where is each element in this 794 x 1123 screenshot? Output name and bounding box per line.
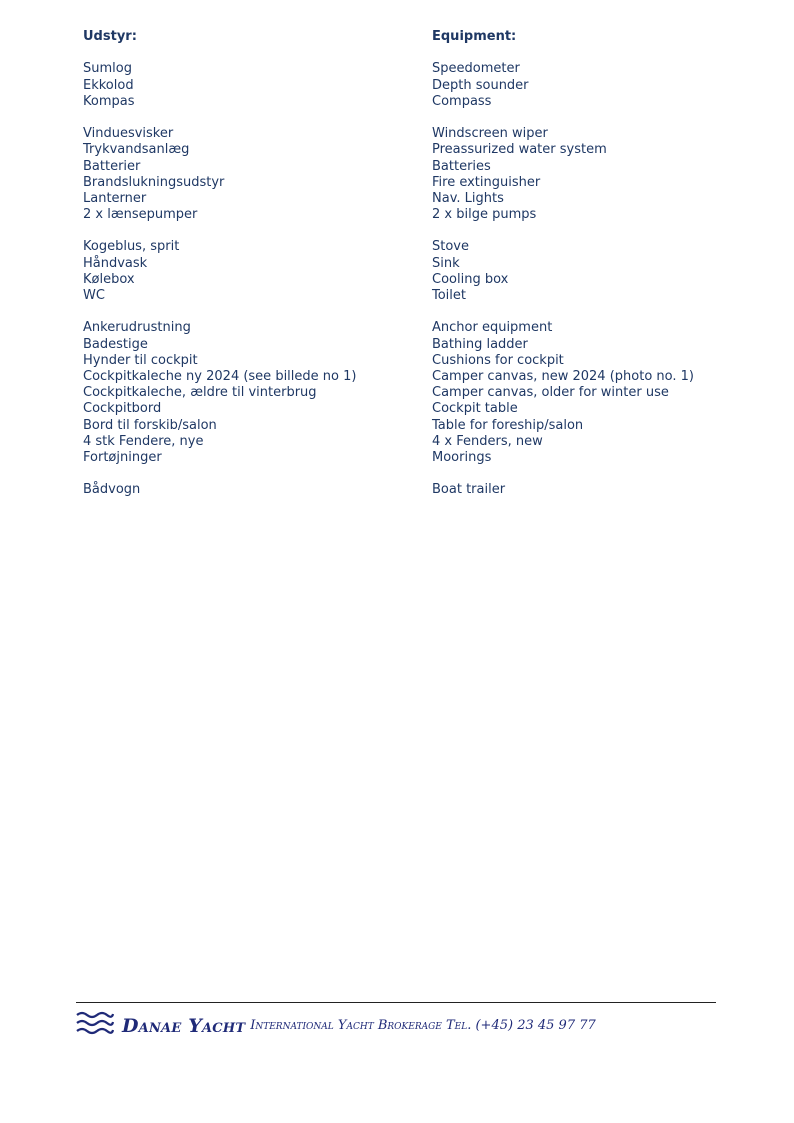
english-group-systems — [432, 126, 772, 223]
list-item: Table for foreship/salon — [432, 417, 584, 433]
list-item: Cockpit table — [432, 401, 518, 417]
list-item: Windscreen wiper — [432, 126, 548, 142]
danish-equipment-column — [83, 29, 423, 498]
list-item: Speedometer — [432, 61, 520, 77]
list-item: Sink — [432, 255, 460, 271]
english-group-trailer — [432, 482, 772, 498]
list-item: Fire extinguisher — [432, 174, 541, 190]
list-item: Håndvask — [83, 255, 148, 271]
english-group-galley — [432, 239, 772, 304]
list-item: Kogeblus, sprit — [83, 239, 180, 255]
list-item: Cooling box — [432, 271, 509, 287]
list-item: Cockpitkaleche ny 2024 (see billede no 1) — [83, 368, 357, 384]
list-item: Batterier — [83, 158, 141, 174]
brand-name: Danae Yacht — [122, 1015, 246, 1037]
list-item: Nav. Lights — [432, 190, 504, 206]
english-group-navigation — [432, 61, 772, 110]
list-item: Boat trailer — [432, 482, 506, 498]
brand-tagline: International Yacht Brokerage Tel. (+45) 23 45 97 77 — [250, 1018, 596, 1033]
list-item: Cockpitkaleche, ældre til vinterbrug — [83, 385, 317, 401]
danish-group-galley — [83, 239, 423, 304]
english-group-deck — [432, 320, 772, 466]
list-item: Moorings — [432, 449, 492, 465]
list-item: Anchor equipment — [432, 320, 553, 336]
footer-divider — [76, 1002, 716, 1003]
danish-group-trailer — [83, 482, 423, 498]
english-equipment-column — [432, 29, 772, 498]
list-item: Camper canvas, new 2024 (photo no. 1) — [432, 368, 694, 384]
list-item: Kompas — [83, 93, 135, 109]
list-item: 4 x Fenders, new — [432, 433, 543, 449]
list-item: Depth sounder — [432, 77, 529, 93]
danish-group-deck — [83, 320, 423, 466]
list-item: Kølebox — [83, 271, 135, 287]
list-item: Cushions for cockpit — [432, 352, 564, 368]
list-item: 2 x bilge pumps — [432, 207, 537, 223]
list-item: Ankerudrustning — [83, 320, 191, 336]
list-item: Batteries — [432, 158, 491, 174]
list-item: Vinduesvisker — [83, 126, 174, 142]
danish-group-systems — [83, 126, 423, 223]
list-item: Bådvogn — [83, 482, 141, 498]
danish-group-navigation — [83, 61, 423, 110]
list-item: Stove — [432, 239, 469, 255]
list-item: 4 stk Fendere, nye — [83, 433, 204, 449]
list-item: Bathing ladder — [432, 336, 528, 352]
list-item: Ekkolod — [83, 77, 134, 93]
waves-logo-icon — [76, 1010, 114, 1036]
list-item: Fortøjninger — [83, 449, 162, 465]
list-item: Brandslukningsudstyr — [83, 174, 225, 190]
list-item: Cockpitbord — [83, 401, 162, 417]
list-item: Sumlog — [83, 61, 132, 77]
list-item: WC — [83, 288, 105, 303]
list-item: Preassurized water system — [432, 142, 607, 158]
danish-heading: Udstyr: — [83, 29, 137, 44]
footer — [76, 1006, 596, 1036]
list-item: Lanterner — [83, 190, 147, 206]
list-item: Trykvandsanlæg — [83, 142, 190, 158]
list-item: Badestige — [83, 336, 148, 352]
list-item: 2 x lænsepumper — [83, 207, 198, 223]
list-item: Bord til forskib/salon — [83, 417, 217, 433]
list-item: Compass — [432, 93, 492, 109]
list-item: Toilet — [432, 288, 467, 303]
english-heading: Equipment: — [432, 29, 517, 44]
list-item: Hynder til cockpit — [83, 352, 198, 368]
list-item: Camper canvas, older for winter use — [432, 385, 669, 401]
